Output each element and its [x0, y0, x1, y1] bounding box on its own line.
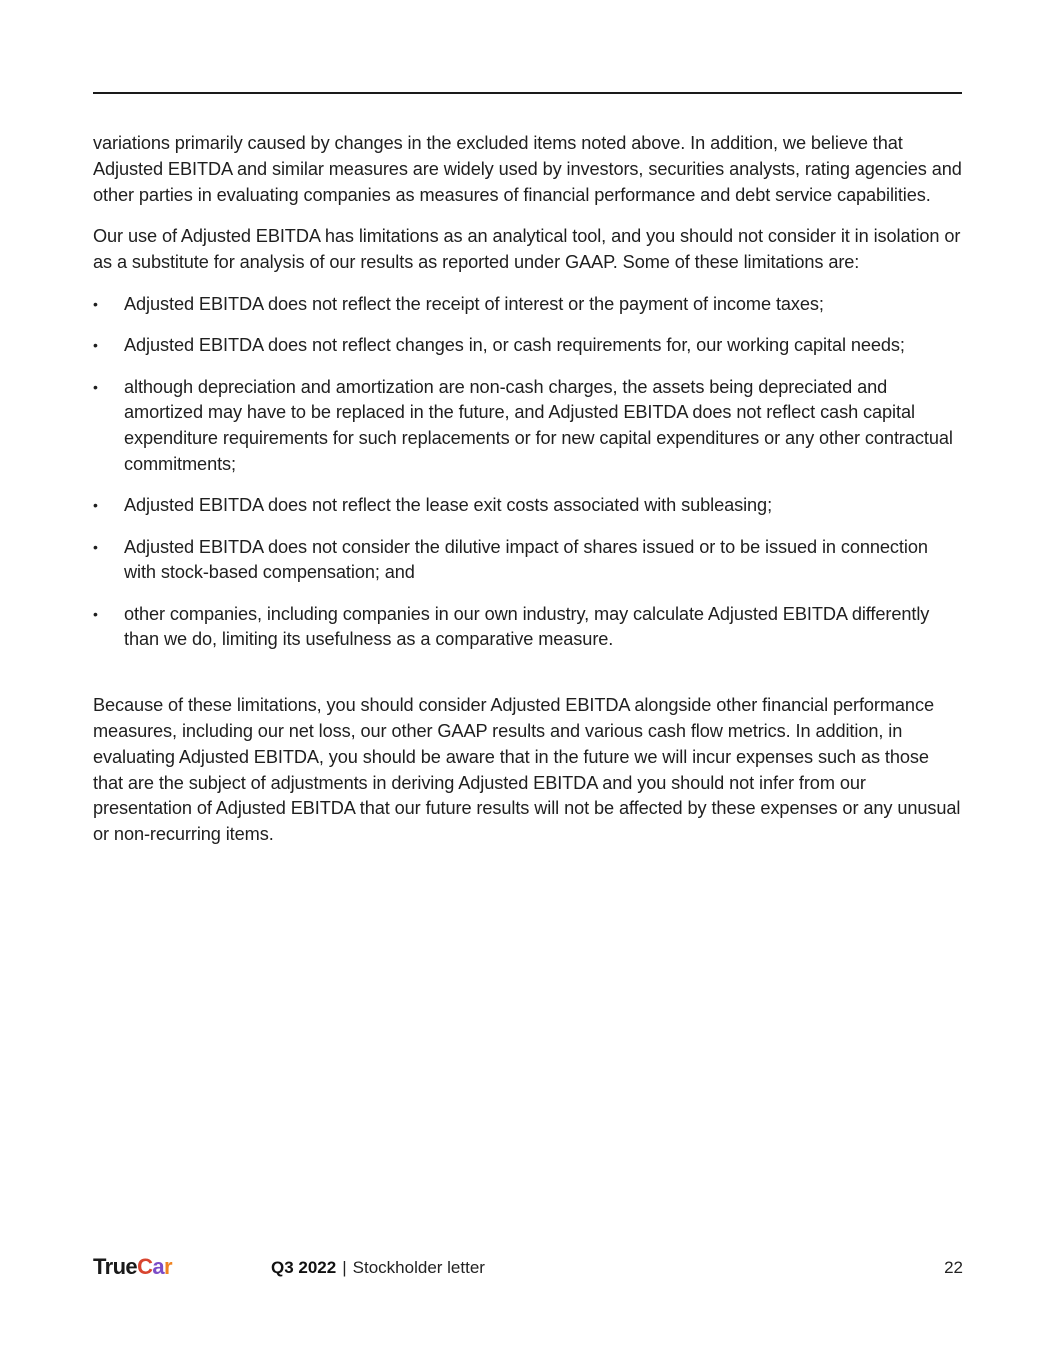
limitations-list	[93, 292, 963, 653]
list-item-text: Adjusted EBITDA does not consider the dilutive impact of shares issued or to be issued in connection with stock-based compensation; and	[124, 536, 928, 583]
list-item	[93, 333, 963, 359]
logo-text-true: True	[93, 1254, 138, 1279]
paragraph-adjusted-ebitda-usage: variations primarily caused by changes in the excluded items noted above. In addition, we believe that Adjusted EBITDA and similar measures are widely used by investors, securities analysts, rating agencies and other parties in evaluating companies as measures of financial performance and debt service capabilities.	[93, 133, 962, 205]
header-divider	[93, 92, 962, 94]
list-item-text: Adjusted EBITDA does not reflect changes in, or cash requirements for, our working capital needs;	[124, 335, 905, 356]
list-item	[93, 535, 963, 587]
list-item-text: although depreciation and amortization are non-cash charges, the assets being depreciated and amortized may have to be replaced in the future, and Adjusted EBITDA does not reflect cash capital expenditure requirements for such replacements or for new capital expenditures or any other contractual commitments;	[124, 376, 953, 474]
bullet-icon: •	[93, 538, 98, 555]
page-number: 22	[944, 1258, 963, 1277]
list-item	[93, 493, 963, 519]
list-item	[93, 602, 963, 654]
list-item-text: Adjusted EBITDA does not reflect the receipt of interest or the payment of income taxes;	[124, 293, 824, 314]
truecar-logo	[93, 1254, 172, 1280]
footer-doc-label	[271, 1258, 485, 1278]
footer-doc-title: Stockholder letter	[352, 1258, 485, 1277]
bullet-icon: •	[93, 295, 98, 312]
list-item	[93, 292, 963, 318]
list-item-text: Adjusted EBITDA does not reflect the lease exit costs associated with subleasing;	[124, 495, 773, 516]
bullet-icon: •	[93, 497, 98, 514]
list-item	[93, 375, 963, 478]
bullet-icon: •	[93, 605, 98, 622]
page-footer	[93, 1254, 963, 1284]
paragraph-limitations-conclusion: Because of these limitations, you should consider Adjusted EBITDA alongside other financial performance measures, including our net loss, our other GAAP results and various cash flow metrics. In addition, in evaluating Adjusted EBITDA, you should be aware that in the future we will incur expenses such as those that are the subject of adjustments in deriving Adjusted EBITDA and you should not infer from our presentation of Adjusted EBITDA that our future results will not be affected by these expenses or any unusual or non-recurring items.	[93, 695, 961, 845]
bullet-icon: •	[93, 378, 98, 395]
logo-letter-r: r	[164, 1254, 172, 1279]
document-body	[93, 131, 963, 864]
list-item-text: other companies, including companies in our own industry, may calculate Adjusted EBITDA differently than we do, limiting its usefulness as a comparative measure.	[124, 603, 930, 650]
bullet-icon: •	[93, 337, 98, 354]
footer-separator: |	[342, 1258, 347, 1277]
footer-quarter: Q3 2022	[271, 1258, 337, 1277]
logo-letter-c: C	[137, 1254, 153, 1279]
paragraph-limitations-intro: Our use of Adjusted EBITDA has limitations as an analytical tool, and you should not consider it in isolation or as a substitute for analysis of our results as reported under GAAP. Some of these limitations are:	[93, 226, 961, 273]
logo-letter-a: a	[152, 1254, 164, 1279]
